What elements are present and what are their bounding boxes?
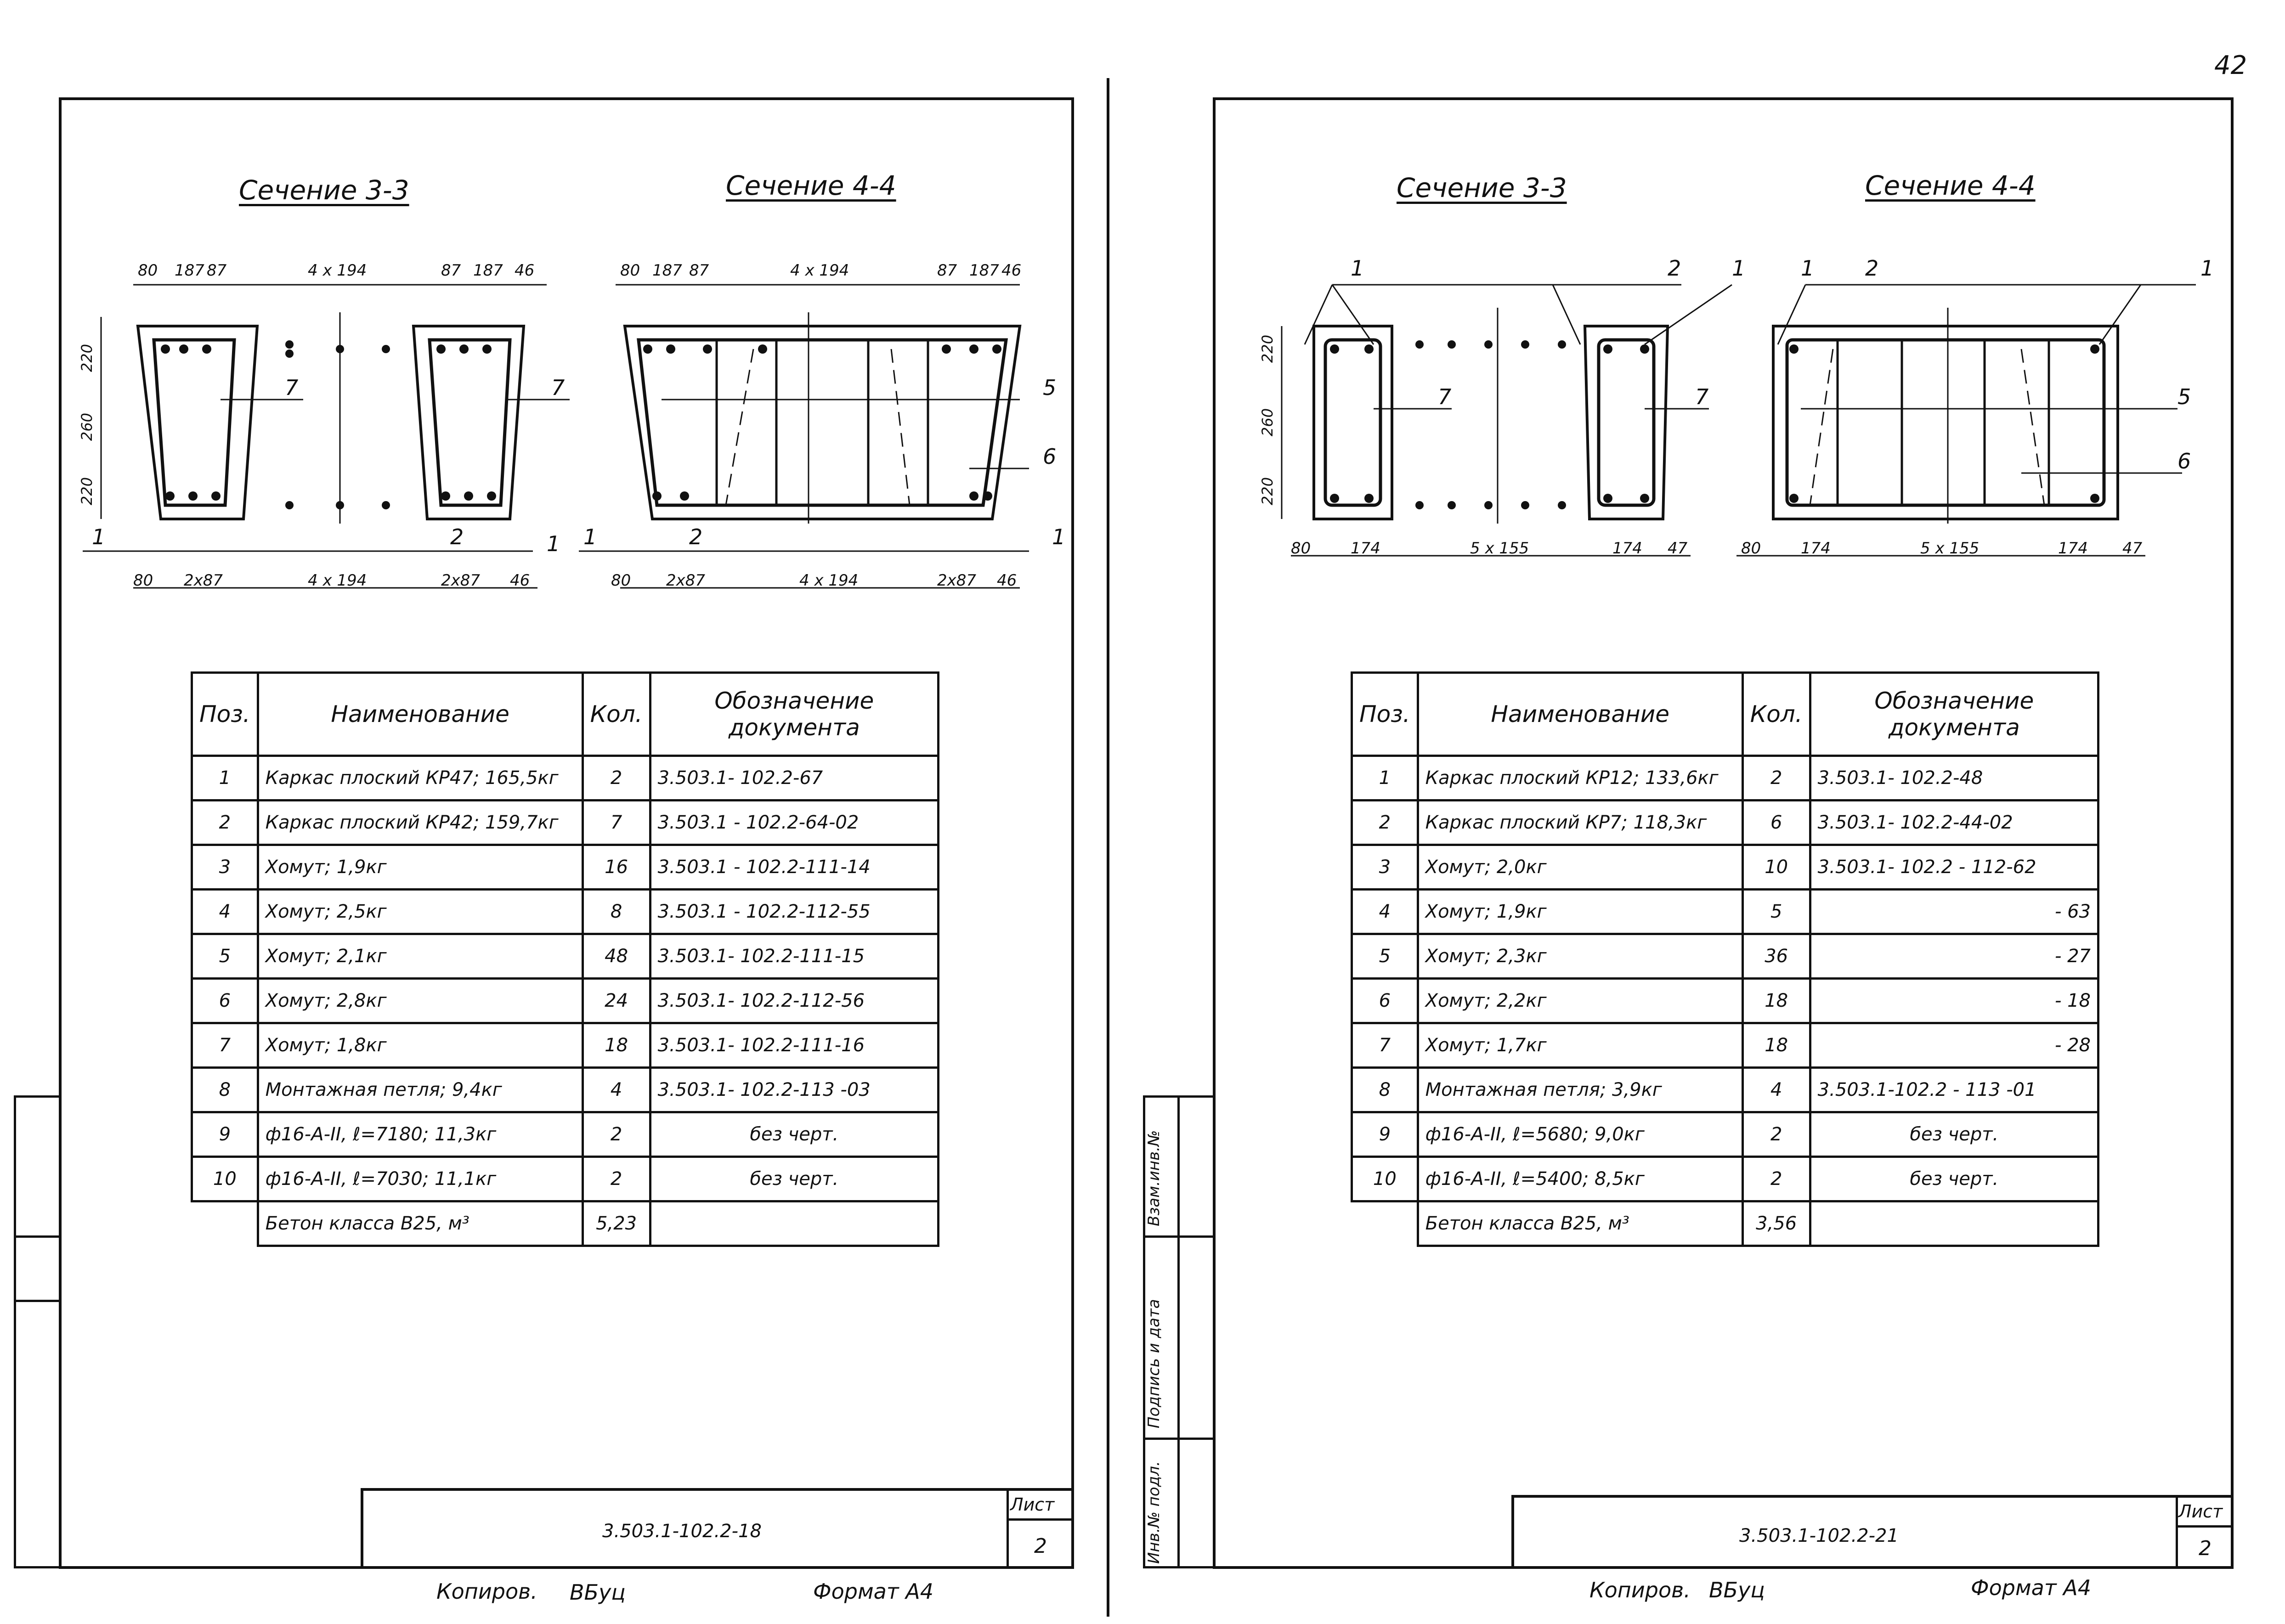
right-section-4-4-title: Сечение 4-4 — [1865, 170, 2036, 201]
table-row: 2 Каркас плоский КР7; 118,3кг 6 3.503.1- 102.2-44-02 — [1352, 801, 2098, 845]
r-bottom-b-174b: 174 — [2058, 539, 2088, 558]
r-bottom-b-80: 80 — [1741, 539, 1761, 558]
dim-b-87: 87 — [689, 261, 709, 280]
dim-a-187b: 187 — [473, 261, 503, 280]
r-dim-side-220a: 220 — [1259, 334, 1276, 363]
left-callout-6: 6 — [1043, 444, 1057, 469]
table-row-concrete: Бетон класса В25, м³ 5,23 — [192, 1201, 939, 1246]
left-callout-2b: 2 — [689, 524, 703, 549]
left-bottom-a-46: 46 — [510, 571, 530, 590]
right-spec-table — [1351, 671, 2099, 1247]
left-bottom-b-2x87b: 2x87 — [937, 571, 977, 590]
dim-a-87: 87 — [207, 261, 227, 280]
dim-side-220b: 220 — [78, 477, 96, 505]
r-bottom-a-47: 47 — [1668, 539, 1688, 558]
r-bottom-a-174b: 174 — [1612, 539, 1642, 558]
dim-a-4x194: 4 x 194 — [308, 261, 367, 280]
left-bottom-a-80: 80 — [133, 571, 153, 590]
table-row: 10 ф16-А-II, ℓ=7030; 11,1кг 2 без черт. — [192, 1157, 939, 1201]
dim-b-87b: 87 — [937, 261, 957, 280]
left-title-stamp — [361, 1488, 1074, 1569]
right-callout-7a: 7 — [1438, 384, 1452, 409]
side-label-inv-orig: Инв.№ подл. — [1145, 1461, 1163, 1564]
right-callout-1d: 1 — [2200, 256, 2214, 281]
left-bottom-a-2x87b: 2x87 — [441, 571, 481, 590]
left-footer-format: Формат А4 — [813, 1579, 933, 1604]
left-footer-copied: Копиров. — [436, 1579, 537, 1604]
left-top-dims-a — [138, 261, 534, 280]
left-top-dims-b — [620, 261, 1021, 280]
dim-b-187b: 187 — [969, 261, 999, 280]
r-bottom-a-80: 80 — [1291, 539, 1311, 558]
left-bottom-b-80: 80 — [611, 571, 631, 590]
table-row: 4 Хомут; 2,5кг 8 3.503.1 - 102.2-112-55 — [192, 890, 939, 934]
left-table-header — [192, 673, 939, 756]
right-stamp-code: 3.503.1-102.2-21 — [1739, 1525, 1899, 1546]
table-row: 8 Монтажная петля; 3,9кг 4 3.503.1-102.2 - 113 -01 — [1352, 1068, 2098, 1112]
table-row: 5 Хомут; 2,3кг 36 - 27 — [1352, 934, 2098, 979]
right-section-drawing — [1231, 248, 2223, 615]
table-row: 9 ф16-А-II, ℓ=5680; 9,0кг 2 без черт. — [1352, 1112, 2098, 1157]
table-row-concrete: Бетон класса В25, м³ 3,56 — [1352, 1201, 2098, 1246]
r-dim-side-260: 260 — [1259, 408, 1276, 436]
left-side-strip — [14, 1095, 59, 1568]
page-number: 42 — [2214, 51, 2247, 80]
dim-a-80: 80 — [138, 261, 158, 280]
left-callout-2a: 2 — [450, 524, 464, 549]
right-callout-1c: 1 — [1801, 256, 1815, 281]
right-stamp-sheet-label: Лист — [2178, 1501, 2223, 1522]
left-callout-1c: 1 — [583, 524, 597, 549]
left-footer-signature: ВБуц — [570, 1580, 626, 1605]
right-section-3-3-title: Сечение 3-3 — [1397, 172, 1567, 203]
left-bottom-a-2x87: 2x87 — [184, 571, 223, 590]
table-row: 2 Каркас плоский КР42; 159,7кг 7 3.503.1 - 102.2-64-02 — [192, 801, 939, 845]
r-bottom-b-174: 174 — [1801, 539, 1831, 558]
right-footer-signature: ВБуц — [1709, 1578, 1765, 1602]
left-callout-1b: 1 — [547, 531, 560, 556]
r-bottom-a-174: 174 — [1351, 539, 1380, 558]
r-dim-side-220b: 220 — [1259, 477, 1276, 505]
left-bottom-a-4x194: 4 x 194 — [308, 571, 367, 590]
r-bottom-b-5x155: 5 x 155 — [1920, 539, 1980, 558]
dim-a-87b: 87 — [441, 261, 461, 280]
left-callout-1a: 1 — [92, 524, 106, 549]
r-bottom-a-5x155: 5 x 155 — [1470, 539, 1529, 558]
header-qty: Кол. — [583, 673, 650, 756]
left-stamp-code: 3.503.1-102.2-18 — [602, 1521, 762, 1542]
dim-b-80: 80 — [620, 261, 640, 280]
header-pos: Поз. — [192, 673, 258, 756]
left-bottom-b-4x194: 4 x 194 — [799, 571, 859, 590]
left-bottom-b-46: 46 — [997, 571, 1017, 590]
left-stamp-sheet-number: 2 — [1034, 1534, 1047, 1558]
right-footer-format: Формат А4 — [1971, 1575, 2091, 1600]
header-doc: Обозначение документа — [650, 673, 938, 756]
table-row: 5 Хомут; 2,1кг 48 3.503.1- 102.2-111-15 — [192, 934, 939, 979]
right-stamp-sheet-number: 2 — [2199, 1537, 2211, 1560]
dim-b-4x194: 4 x 194 — [790, 261, 849, 280]
table-row: 6 Хомут; 2,8кг 24 3.503.1- 102.2-112-56 — [192, 979, 939, 1023]
dim-side-260: 260 — [78, 412, 96, 441]
left-callout-1d: 1 — [1052, 524, 1066, 549]
side-label-sign-date: Подпись и дата — [1145, 1299, 1163, 1428]
right-callout-7b: 7 — [1695, 384, 1709, 409]
right-callout-1b: 1 — [1732, 256, 1746, 281]
right-callout-1a: 1 — [1351, 256, 1364, 281]
table-row: 10 ф16-А-II, ℓ=5400; 8,5кг 2 без черт. — [1352, 1157, 2098, 1201]
table-row: 8 Монтажная петля; 9,4кг 4 3.503.1- 102.2-113 -03 — [192, 1068, 939, 1112]
table-row: 3 Хомут; 1,9кг 16 3.503.1 - 102.2-111-14 — [192, 845, 939, 890]
left-callout-7b: 7 — [551, 375, 565, 400]
dim-a-46: 46 — [515, 261, 535, 280]
table-row: 9 ф16-А-II, ℓ=7180; 11,3кг 2 без черт. — [192, 1112, 939, 1157]
header-name: Наименование — [258, 673, 583, 756]
left-bottom-b-2x87: 2x87 — [666, 571, 706, 590]
left-section-4-4-title: Сечение 4-4 — [726, 170, 896, 201]
right-callout-2b: 2 — [1865, 256, 1879, 281]
right-table-header: Поз. Наименование Кол. Обозначение документа — [1352, 673, 2098, 756]
table-row: 1 Каркас плоский КР12; 133,6кг 2 3.503.1- 102.2-48 — [1352, 756, 2098, 801]
left-section-3-3-title: Сечение 3-3 — [239, 175, 409, 206]
left-stamp-sheet-label: Лист — [1010, 1494, 1055, 1515]
dim-side-220a: 220 — [78, 344, 96, 372]
dim-b-46: 46 — [1001, 261, 1022, 280]
r-bottom-b-47: 47 — [2122, 539, 2143, 558]
right-callout-5: 5 — [2178, 384, 2191, 409]
table-row: 7 Хомут; 1,8кг 18 3.503.1- 102.2-111-16 — [192, 1023, 939, 1068]
left-callout-5: 5 — [1043, 375, 1057, 400]
side-label-replaced-inv: Взам.инв.№ — [1145, 1130, 1163, 1226]
table-row: 4 Хомут; 1,9кг 5 - 63 — [1352, 890, 2098, 934]
table-row: 7 Хомут; 1,7кг 18 - 28 — [1352, 1023, 2098, 1068]
right-title-stamp — [1511, 1495, 2234, 1569]
right-callout-2a: 2 — [1668, 256, 1681, 281]
table-row: 1 Каркас плоский КР47; 165,5кг 2 3.503.1- 102.2-67 — [192, 756, 939, 801]
right-footer-copied: Копиров. — [1589, 1578, 1691, 1602]
left-callout-7a: 7 — [285, 375, 299, 400]
left-section-drawing — [74, 248, 1075, 615]
left-spec-table — [191, 671, 939, 1247]
table-row: 3 Хомут; 2,0кг 10 3.503.1- 102.2 - 112-62 — [1352, 845, 2098, 890]
dim-a-187: 187 — [175, 261, 204, 280]
right-callout-6: 6 — [2178, 449, 2191, 474]
table-row: 6 Хомут; 2,2кг 18 - 18 — [1352, 979, 2098, 1023]
dim-b-187: 187 — [652, 261, 682, 280]
